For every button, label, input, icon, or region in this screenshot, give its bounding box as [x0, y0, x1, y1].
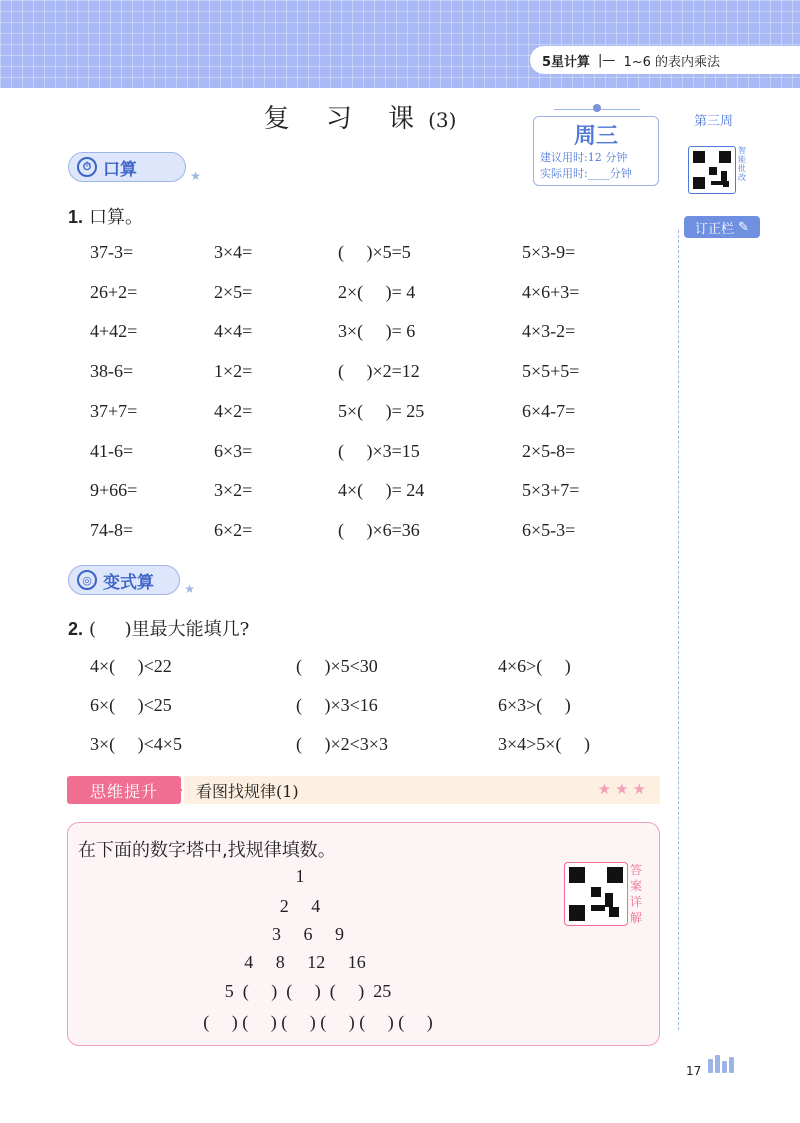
exercise-item: 4×6>( ): [498, 656, 571, 676]
exercise-item: 5×3+7=: [522, 480, 580, 501]
correction-tab[interactable]: [684, 216, 760, 238]
exercise-item: 9+66=: [90, 480, 138, 501]
exercise-item: 2×( )= 4: [338, 281, 416, 302]
exercise-item: 6×4-7=: [522, 400, 576, 421]
exercise-item: ( )×3=15: [338, 440, 420, 461]
answer-qr-caption: 答案详解: [630, 863, 643, 925]
exercise-item: 3×( )= 6: [338, 321, 416, 342]
exercise-item: 6×( )<25: [90, 695, 172, 715]
section-oral-label: 口算: [103, 159, 137, 180]
exercise-item: 37-3=: [90, 242, 134, 262]
exercise-item: 2×5=: [214, 281, 253, 302]
exercise-row: [0, 520, 680, 544]
week-label: 第三周: [694, 114, 734, 129]
divider: [678, 230, 679, 1030]
qr-pattern: [693, 151, 731, 189]
exercise-item: ( )×5<30: [296, 656, 378, 676]
section-variation: [68, 565, 195, 596]
exercise-row: [0, 734, 680, 758]
title-number: (3): [428, 108, 457, 132]
exercise-row: [0, 656, 680, 680]
exercise-row: [0, 441, 680, 465]
series-separator: |—: [598, 52, 616, 68]
exercise-item: 4×4=: [214, 321, 253, 342]
series-unit: 1~6 的表内乘法: [623, 54, 721, 70]
qr-pattern: [569, 867, 623, 921]
qr-code-icon[interactable]: [688, 146, 736, 194]
question-1-text: 口算。: [89, 207, 144, 228]
correction-label: 订正栏: [695, 221, 735, 237]
exercise-item: ( )×5=5: [338, 242, 411, 262]
exercise-item: ( )×2=12: [338, 361, 420, 382]
question-1-number: 1.: [68, 207, 84, 227]
pyramid-row: 4 8 12 16: [244, 952, 366, 972]
series-tag: [530, 46, 800, 74]
exercise-row: [0, 242, 680, 266]
exercise-item: 6×2=: [214, 519, 253, 540]
exercise-item: 6×3>( ): [498, 695, 571, 715]
exercise-row: [0, 321, 680, 345]
exercise-item: 74-8=: [90, 519, 134, 540]
answer-qr-code-icon[interactable]: [564, 862, 628, 926]
exercise-item: 4×( )= 24: [338, 480, 425, 501]
exercise-item: 5×( )= 25: [338, 400, 425, 421]
exercise-row: [0, 401, 680, 425]
exercise-item: 2×5-8=: [522, 440, 576, 461]
actual-time: 实际用时:____分钟: [540, 167, 632, 180]
exercise-row: [0, 695, 680, 719]
exercise-item: 4×2=: [214, 400, 253, 421]
pin-icon: [593, 104, 601, 112]
exercise-item: 3×4>5×( ): [498, 734, 590, 754]
question-1-title: [68, 203, 143, 229]
week-card: [533, 116, 659, 186]
pyramid-row: 5 ( ) ( ) ( ) 25: [224, 981, 392, 1001]
series-brand: 5星计算: [542, 54, 591, 70]
exercise-item: 4×( )<22: [90, 656, 172, 676]
pyramid-row: 3 6 9: [272, 924, 344, 944]
thinking-topic-bar: [184, 776, 660, 804]
suggested-time: 建议用时:12 分钟: [540, 151, 628, 164]
star-icon: ★: [184, 582, 195, 596]
exercise-item: 38-6=: [90, 361, 134, 382]
thinking-topic: 看图找规律(1): [196, 781, 299, 801]
star-icon: ★: [190, 169, 201, 183]
question-2-title: [68, 615, 249, 641]
exercise-item: 3×2=: [214, 480, 253, 501]
exercise-item: 4×6+3=: [522, 281, 580, 302]
question-2-text: ( )里最大能填几?: [89, 619, 250, 640]
exercise-item: ( )×3<16: [296, 695, 378, 715]
difficulty-stars: ★★★: [597, 780, 650, 798]
exercise-row: [0, 282, 680, 306]
exercise-item: 26+2=: [90, 281, 138, 302]
exercise-item: 1×2=: [214, 361, 253, 382]
exercise-row: [0, 361, 680, 385]
pyramid-row: 1: [295, 866, 305, 886]
exercise-item: 37+7=: [90, 400, 138, 421]
thinking-instruction: 在下面的数字塔中,找规律填数。: [78, 840, 336, 861]
thinking-tag: 思维提升: [67, 776, 181, 804]
exercise-item: 5×3-9=: [522, 242, 576, 262]
section-oral: [68, 152, 201, 183]
exercise-item: 41-6=: [90, 440, 134, 461]
exercise-item: 5×5+5=: [522, 361, 580, 382]
pyramid-row: ( ) ( ) ( ) ( ) ( ) ( ): [203, 1012, 433, 1032]
exercise-item: ( )×2<3×3: [296, 734, 388, 754]
pencil-icon: ✎: [738, 219, 749, 235]
exercise-item: ( )×6=36: [338, 519, 420, 540]
question-2-number: 2.: [68, 619, 84, 639]
pyramid-row: 2 4: [279, 896, 321, 916]
page-number: 17: [686, 1064, 702, 1078]
title-text: 复 习 课: [263, 104, 429, 134]
exercise-item: 6×3=: [214, 440, 253, 461]
exercise-item: 4+42=: [90, 321, 138, 342]
page-title: [240, 98, 480, 135]
target-icon: ◎: [77, 570, 97, 590]
week-day: 周三: [573, 124, 618, 149]
header-band: [0, 0, 800, 88]
exercise-item: 3×( )<4×5: [90, 734, 182, 754]
exercise-item: 6×5-3=: [522, 519, 576, 540]
exercise-item: 3×4=: [214, 242, 253, 262]
qr-caption: 智能批改: [738, 146, 746, 182]
stopwatch-icon: ⏱: [77, 157, 97, 177]
books-icon: [708, 1055, 734, 1073]
section-variation-label: 变式算: [103, 572, 154, 593]
exercise-item: 4×3-2=: [522, 321, 576, 342]
exercise-row: [0, 480, 680, 504]
